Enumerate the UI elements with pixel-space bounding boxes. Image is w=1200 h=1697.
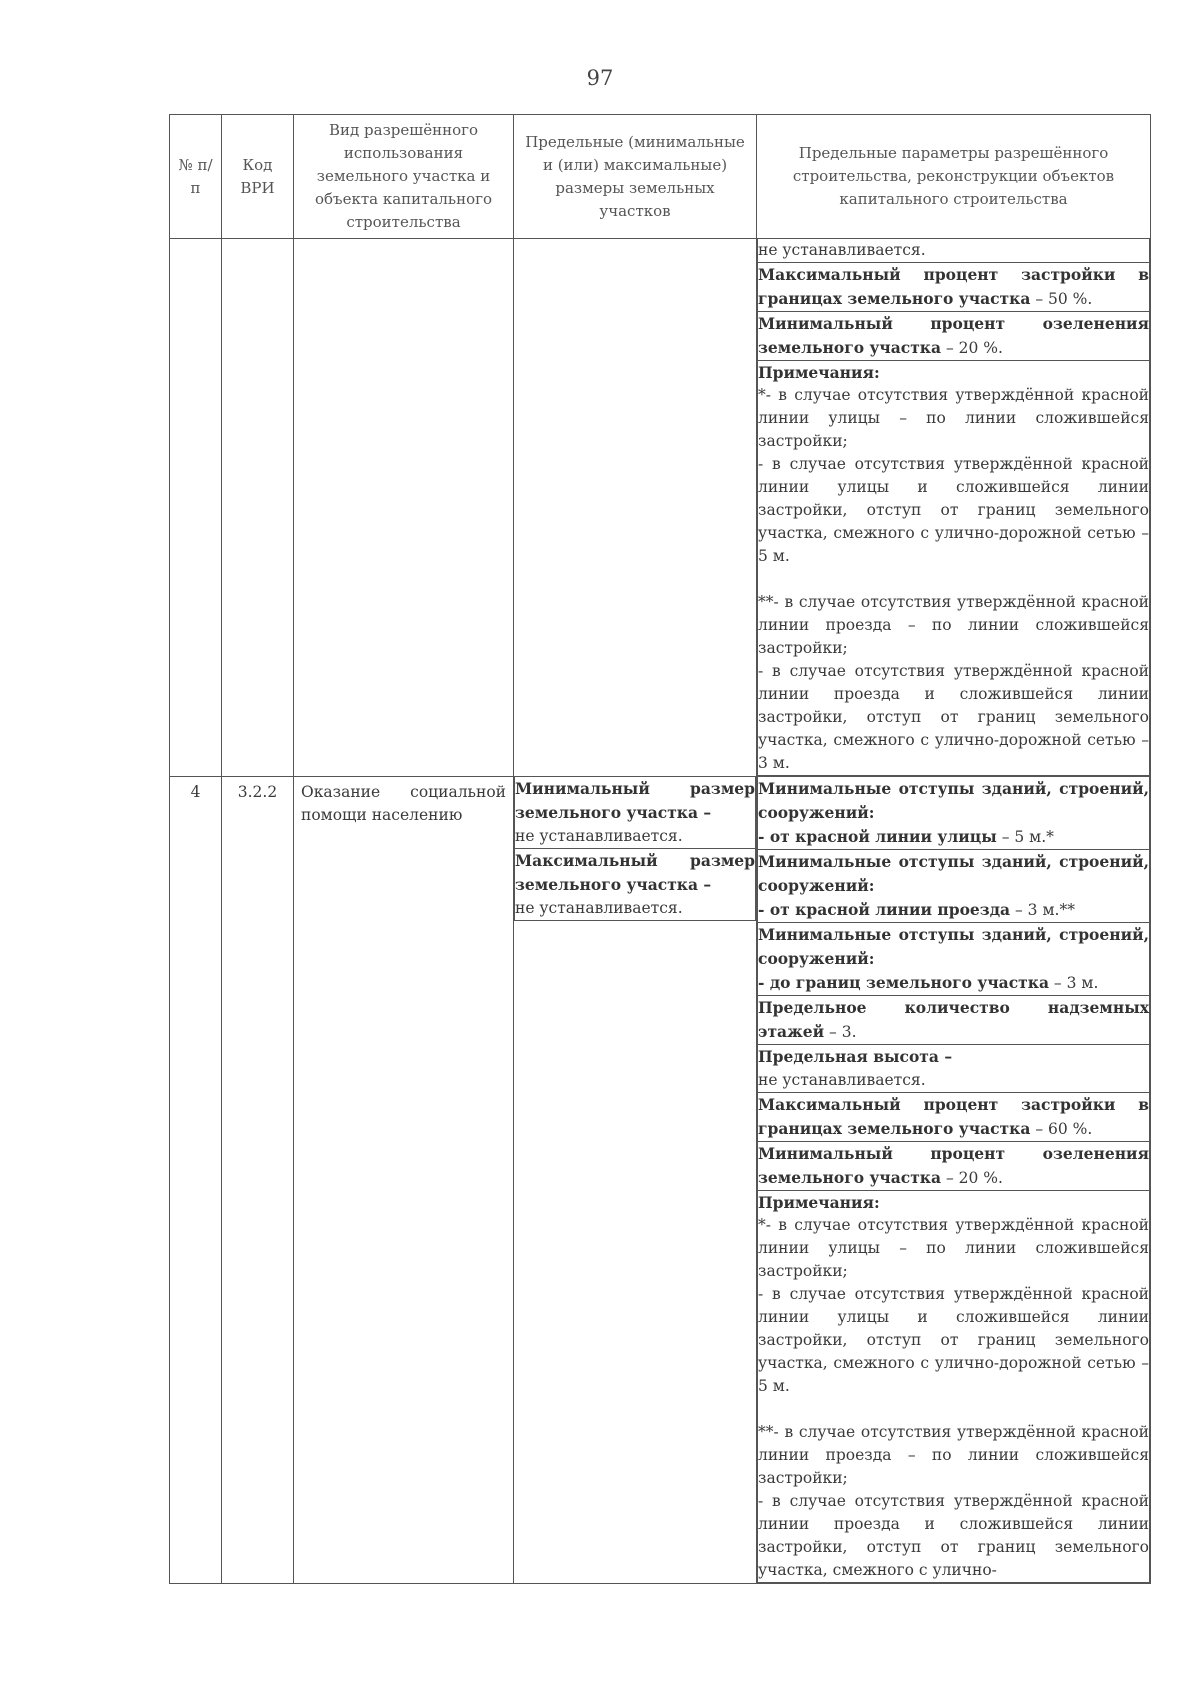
zoning-table bbox=[169, 114, 1151, 1584]
params-subtable bbox=[757, 777, 1150, 1583]
table-row bbox=[170, 777, 1151, 1584]
note-item: **- в случае отсутствия утверждённой красной линии проезда – по линии сложившейся застройки; bbox=[758, 1423, 1149, 1487]
build-percent: Максимальный процент застройки в границах земельного участка – 50 %. bbox=[758, 263, 1150, 312]
header-use: Вид разрешённого использования земельного участка и объекта капитального строительства bbox=[294, 115, 514, 239]
row-code: 3.2.2 bbox=[222, 777, 294, 1584]
green-percent: Минимальный процент озеленения земельного участка – 20 %. bbox=[758, 312, 1150, 361]
green-percent: Минимальный процент озеленения земельного участка – 20 %. bbox=[758, 1142, 1150, 1191]
offset-street: Минимальные отступы зданий, строений, сооружений: - от красной линии улицы – 5 м.* bbox=[758, 777, 1150, 850]
note-item: - в случае отсутствия утверждённой красной линии проезда и сложившейся линии застройки, отступ от границ земельного участка, смежного с улично- bbox=[758, 1492, 1149, 1579]
note-item: - в случае отсутствия утверждённой красной линии проезда и сложившейся линии застройки, отступ от границ земельного участка, смежного с улично-дорожной сетью – 3 м. bbox=[758, 662, 1149, 772]
prev-size-cell bbox=[514, 239, 757, 777]
params-subtable bbox=[757, 239, 1150, 776]
size-subtable bbox=[514, 777, 756, 921]
offset-passage: Минимальные отступы зданий, строений, сооружений: - от красной линии проезда – 3 м.** bbox=[758, 850, 1150, 923]
header-params: Предельные параметры разрешённого строительства, реконструкции объектов капитального строительства bbox=[757, 115, 1151, 239]
max-size: Максимальный размер земельного участка – не устанавливается. bbox=[515, 849, 756, 921]
row-number: 4 bbox=[170, 777, 222, 1584]
min-size: Минимальный размер земельного участка – не устанавливается. bbox=[515, 777, 756, 849]
build-percent: Максимальный процент застройки в границах земельного участка – 60 %. bbox=[758, 1093, 1150, 1142]
note-item: - в случае отсутствия утверждённой красной линии улицы и сложившейся линии застройки, отступ от границ земельного участка, смежного с улично-дорожной сетью – 5 м. bbox=[758, 1285, 1149, 1395]
prev-params-cell bbox=[757, 239, 1151, 777]
row-params-cell bbox=[757, 777, 1151, 1584]
page-number: 97 bbox=[586, 66, 614, 90]
header-num: № п/п bbox=[170, 115, 222, 239]
prev-use-cell bbox=[294, 239, 514, 777]
header-row bbox=[170, 115, 1151, 239]
offset-boundary: Минимальные отступы зданий, строений, сооружений: - до границ земельного участка – 3 м. bbox=[758, 923, 1150, 996]
note-item: - в случае отсутствия утверждённой красной линии улицы и сложившейся линии застройки, отступ от границ земельного участка, смежного с улично-дорожной сетью – 5 м. bbox=[758, 455, 1149, 565]
row-size-cell bbox=[514, 777, 757, 1584]
max-height: Предельная высота – не устанавливается. bbox=[758, 1045, 1150, 1093]
prev-num-cell bbox=[170, 239, 222, 777]
notes: Примечания: *- в случае отсутствия утверждённой красной линии улицы – по линии сложившейся застройки; - в случае отсутствия утверждённой красной линии улицы и сложившейся линии застройки, отступ от границ земельного участка, смежного с улично-дорожной сетью – 5 м. **- в случае отсутствия утверждённой красной линии проезда – по линии сложившейся застройки; - в случае отсутствия утверждённой красной линии проезда и сложившейся линии застройки, отступ от границ земельного участка, смежного с улично-дорожной сетью – 3 м. bbox=[758, 361, 1150, 776]
header-code: Код ВРИ bbox=[222, 115, 294, 239]
note-item: *- в случае отсутствия утверждённой красной линии улицы – по линии сложившейся застройки; bbox=[758, 386, 1149, 450]
height-tail: не устанавливается. bbox=[758, 239, 1150, 263]
prev-code-cell bbox=[222, 239, 294, 777]
row-use: Оказание социальной помощи населению bbox=[294, 777, 514, 1584]
note-item: *- в случае отсутствия утверждённой красной линии улицы – по линии сложившейся застройки; bbox=[758, 1216, 1149, 1280]
note-item: **- в случае отсутствия утверждённой красной линии проезда – по линии сложившейся застройки; bbox=[758, 593, 1149, 657]
header-size: Предельные (минимальные и (или) максимальные) размеры земельных участков bbox=[514, 115, 757, 239]
notes: Примечания: *- в случае отсутствия утверждённой красной линии улицы – по линии сложившейся застройки; - в случае отсутствия утверждённой красной линии улицы и сложившейся линии застройки, отступ от границ земельного участка, смежного с улично-дорожной сетью – 5 м. **- в случае отсутствия утверждённой красной линии проезда – по линии сложившейся застройки; - в случае отсутствия утверждённой красной линии проезда и сложившейся линии застройки, отступ от границ земельного участка, смежного с улично- bbox=[758, 1191, 1150, 1583]
table-row bbox=[170, 239, 1151, 777]
floors: Предельное количество надземных этажей – 3. bbox=[758, 996, 1150, 1045]
